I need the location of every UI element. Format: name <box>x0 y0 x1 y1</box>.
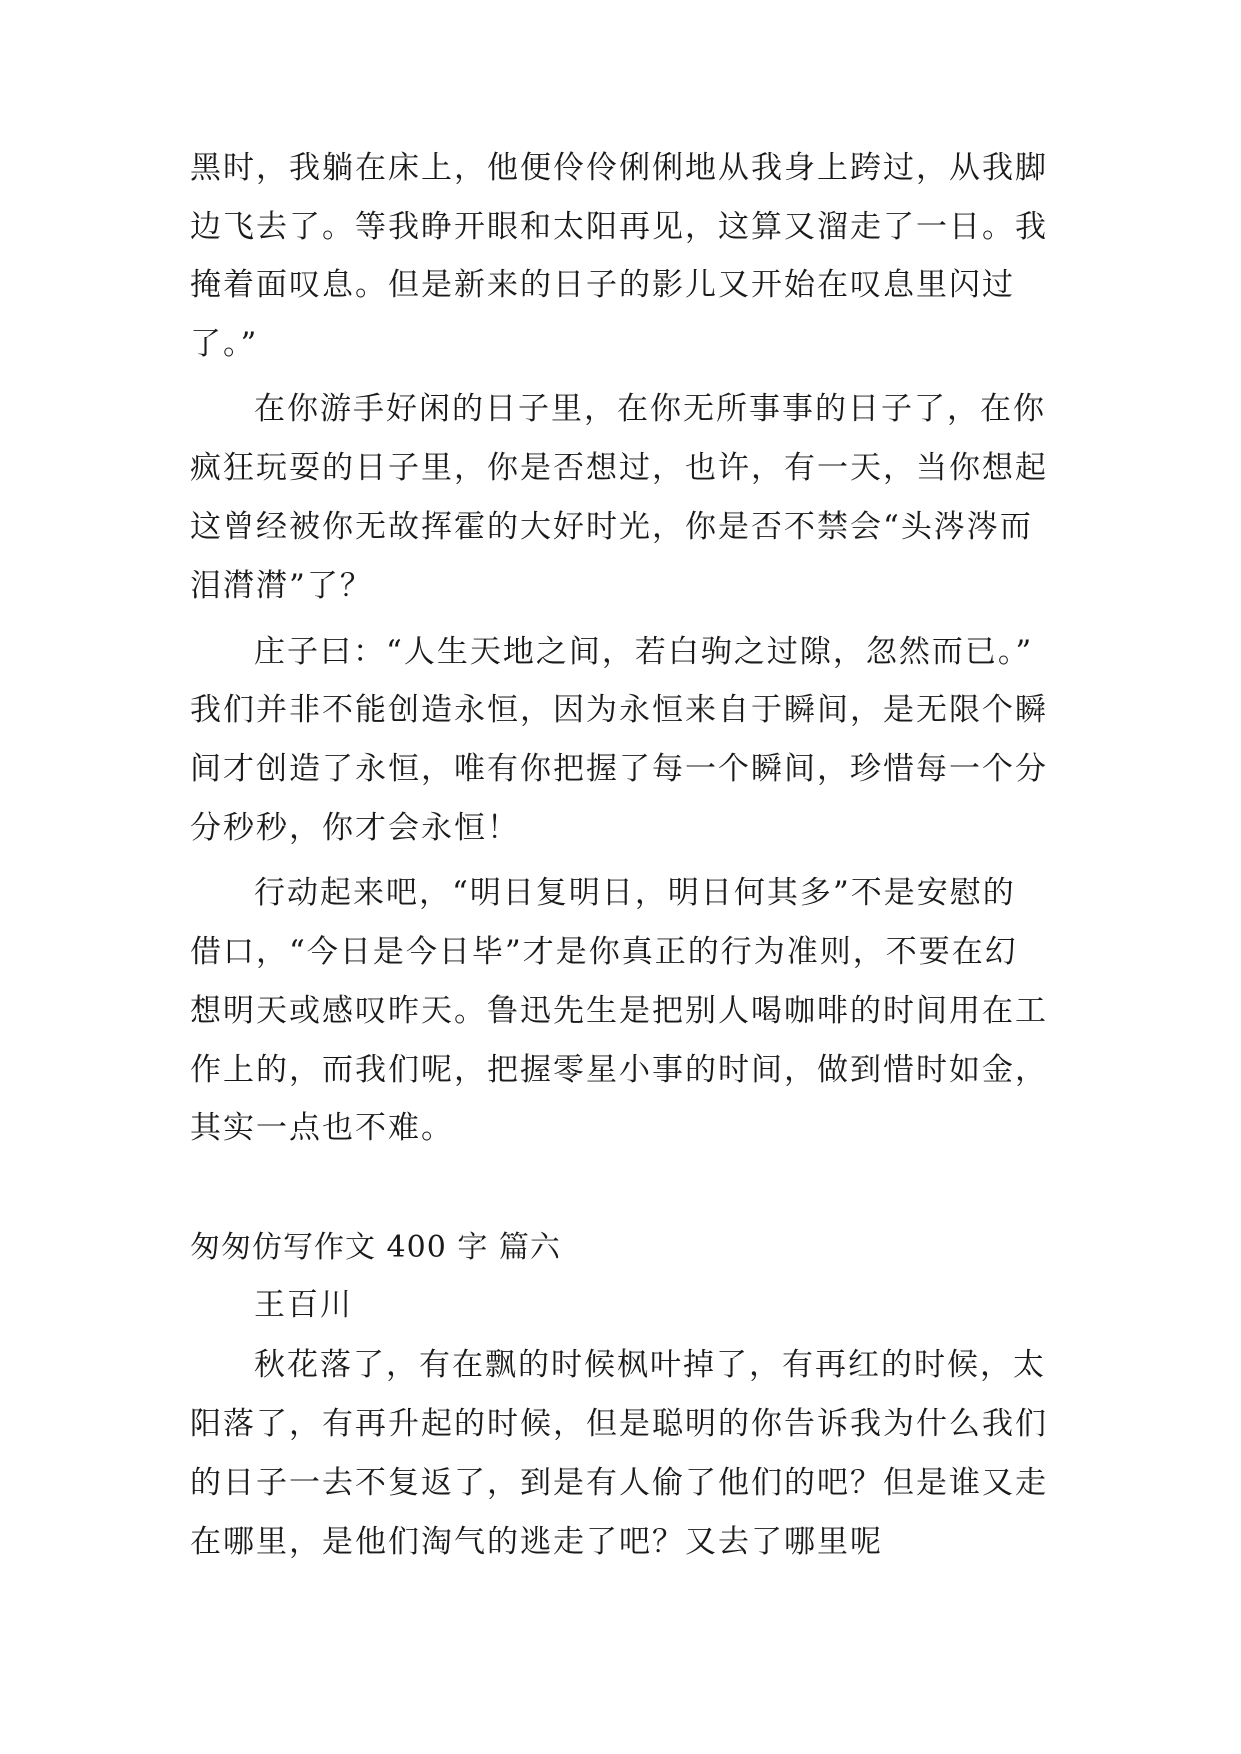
section-title: 匆匆仿写作文 400 字 篇六 <box>190 1230 561 1265</box>
paragraph-4-line-4: 作上的，而我们呢，把握零星小事的时间，做到惜时如金， <box>190 1052 1048 1088</box>
paragraph-3-line-2: 我们并非不能创造永恒，因为永恒来自于瞬间，是无限个瞬 <box>190 692 1048 728</box>
section-line-4: 在哪里，是他们淘气的逃走了吧？又去了哪里呢 <box>190 1524 883 1560</box>
paragraph-4-line-5: 其实一点也不难。 <box>190 1110 454 1146</box>
paragraph-1-line-2: 边飞去了。等我睁开眼和太阳再见，这算又溜走了一日。我 <box>190 209 1048 245</box>
paragraph-1-line-1: 黑时，我躺在床上，他便伶伶俐俐地从我身上跨过，从我脚 <box>190 150 1048 186</box>
paragraph-1-line-3: 掩着面叹息。但是新来的日子的影儿又开始在叹息里闪过 <box>190 267 1015 303</box>
paragraph-4-line-3: 想明天或感叹昨天。鲁迅先生是把别人喝咖啡的时间用在工 <box>190 993 1048 1029</box>
paragraph-2-line-1: 在你游手好闲的日子里，在你无所事事的日子了，在你 <box>254 391 1046 427</box>
paragraph-3-line-3: 间才创造了永恒，唯有你把握了每一个瞬间，珍惜每一个分 <box>190 751 1048 787</box>
paragraph-2-line-4: 泪潸潸”了？ <box>190 568 373 604</box>
section-line-1: 秋花落了，有在飘的时候枫叶掉了，有再红的时候，太 <box>254 1347 1046 1383</box>
paragraph-1-line-4: 了。” <box>190 326 259 362</box>
section-line-2: 阳落了，有再升起的时候，但是聪明的你告诉我为什么我们 <box>190 1406 1048 1442</box>
section-line-3: 的日子一去不复返了，到是有人偷了他们的吧？但是谁又走 <box>190 1465 1048 1501</box>
paragraph-3-line-1: 庄子曰：“人生天地之间，若白驹之过隙，忽然而已。” <box>254 634 1034 670</box>
paragraph-2-line-3: 这曾经被你无故挥霍的大好时光，你是否不禁会“头涔涔而 <box>190 509 1033 545</box>
paragraph-2-line-2: 疯狂玩耍的日子里，你是否想过，也许，有一天，当你想起 <box>190 450 1048 486</box>
paragraph-4-line-1: 行动起来吧，“明日复明日，明日何其多”不是安慰的 <box>254 875 1016 911</box>
paragraph-3-line-4: 分秒秒，你才会永恒！ <box>190 810 520 846</box>
section-author: 王百川 <box>254 1287 353 1323</box>
paragraph-4-line-2: 借口，“今日是今日毕”才是你真正的行为准则，不要在幻 <box>190 934 1018 970</box>
